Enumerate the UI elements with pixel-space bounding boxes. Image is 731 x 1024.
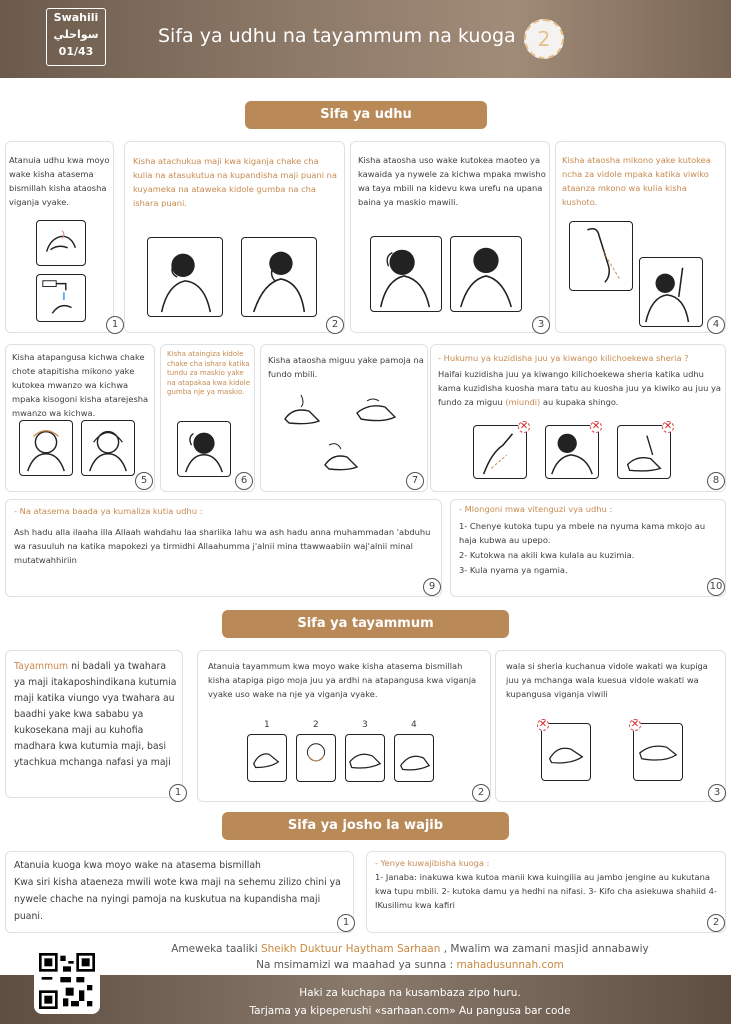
interlace-fingers-illustration [633, 723, 683, 781]
water-to-mouth-illustration [241, 237, 317, 317]
step-label: 4 [411, 720, 417, 730]
header-banner [0, 0, 731, 78]
washing-face-illustration-1 [370, 236, 442, 312]
step-number-badge: 2 [326, 316, 344, 334]
udhu-step-card-4 [555, 141, 726, 333]
forbidden-x-icon: ✕ [591, 421, 601, 432]
udhu-step-card-5 [5, 344, 155, 492]
washing-arm-illustration-2 [639, 257, 703, 327]
qr-code-icon[interactable] [34, 948, 100, 1014]
tayammum-note-text: wala si sheria kuchanua vidole wakati wa kupiga juu ya mchanga wala kuesua vidole wakati wa kupangusa viganja viwili [506, 661, 708, 699]
translation-text: Tarjama ya kipeperushi «sarhaan.com» Au pangusa bar code [249, 1005, 571, 1017]
udhu-step-card-10 [450, 499, 726, 597]
qr-code-graphic [39, 953, 95, 1009]
nullifier-item: 1- Chenye kutoka tupu ya mbele na nyuma kama mkojo au haja kubwa au upepo. [459, 521, 706, 545]
step-number-badge: 1 [106, 316, 124, 334]
hands-washing-illustration [36, 220, 86, 266]
page-title: Sifa ya udhu na tayammum na kuoga [158, 25, 516, 47]
udhu-step-card-3 [350, 141, 550, 333]
wipe-hand-illustration-1 [345, 734, 385, 782]
excess-washing-illustration-3 [617, 425, 671, 479]
forbidden-x-icon: ✕ [630, 719, 640, 730]
washing-arm-illustration [569, 221, 633, 291]
forbidden-x-icon: ✕ [663, 421, 673, 432]
spread-fingers-illustration [541, 723, 591, 781]
josho-text-line: Atanuia kuoga kwa moyo wake na atasema bismillah [14, 860, 261, 871]
udhu-step-text: Atanuia udhu kwa moyo wake kisha atasema bismillah kisha ataosha viganja vyake. [9, 155, 110, 207]
josho-heading: - Yenye kuwajibisha kuoga : [375, 858, 490, 868]
tayammum-card-3 [495, 650, 726, 802]
wiping-head-illustration-2 [81, 420, 135, 476]
step-number-badge: 1 [337, 914, 355, 932]
excess-washing-illustration-2 [545, 425, 599, 479]
udhu-step-text: Haifai kuzidisha juu ya kiwango kilichoekewa sheria katika udhu kama kuzidisha kuosha mara tatu au kuosha juu ya kiwiko au juu ya fundo za miguu (miundi) au kupaka shingo. [438, 369, 721, 407]
step-number-badge: 2 [472, 784, 490, 802]
udhu-step-card-1 [5, 141, 119, 333]
step-number-badge: 3 [708, 784, 726, 802]
step-number-badge: 9 [423, 578, 441, 596]
nullifier-item: 3- Kula nyama ya ngamia. [459, 565, 568, 575]
tayammum-steps-text: Atanuia tayammum kwa moyo wake kisha atasema bismillah kisha atapiga pigo moja juu ya ardhi na atapangusa kwa viganja vyake uso wake na nje ya viganja vyake. [208, 661, 477, 699]
udhu-step-card-9 [5, 499, 442, 597]
udhu-step-card-7 [260, 344, 428, 492]
section-title-josho: Sifa ya josho la wajib [222, 812, 509, 840]
wiping-head-illustration-1 [19, 420, 73, 476]
forbidden-x-icon: ✕ [538, 719, 548, 730]
udhu-step-text: Kisha ataingiza kidole chake cha ishara katika tundu za maskio yake na atapakaa kwa kidole gumba nje ya maskio. [167, 350, 251, 396]
wiping-ears-illustration [177, 421, 231, 477]
udhu-step-text: Kisha ataosha mikono yake kutokea ncha za vidole mpaka katika viwiko ataanza mkono wa kulia kisha kushoto. [562, 155, 711, 207]
josho-text-line: Kwa siri kisha ataeneza mwili wote kwa maji na sehemu zilizo chini ya nywele chache na nyingi pamoja na kuskutua na kupandisha maji puani. [14, 877, 341, 922]
dua-text: Ash hadu alla ilaaha illa Allaah wahdahu laa shariika lahu wa ash hadu anna muhammadan 'abduhu wa rasuuluh na katika mapokezi ya tirmidhi Allaahumma j'alnii mina ttawwaabiin waj'alnii minal mutatwahhiriin [14, 527, 431, 565]
step-number-badge: 6 [235, 472, 253, 490]
supervisor-line: Na msimamizi wa maahad ya sunna : mahadusunnah.com [256, 959, 564, 971]
wipe-hand-illustration-2 [394, 734, 434, 782]
page-index: 01/43 [58, 45, 94, 58]
udhu-step-card-6 [160, 344, 255, 492]
washing-feet-illustration-1 [279, 389, 325, 431]
udhu-step-text: Kisha atapangusa kichwa chake chote atapitisha mikono yake kutokea mwanzo wa kichwa mpaka kisogoni kisha atarejesha mwanzo wa kichwa. [12, 352, 149, 418]
strike-earth-illustration [247, 734, 287, 782]
josho-card-2 [366, 851, 726, 933]
forbidden-x-icon: ✕ [519, 421, 529, 432]
udhu-step-text: Kisha atachukua maji kwa kiganja chake cha kulia na atasukutua na kupandisha maji puani na kuyameka na ataweka kidole gumba na cha ishara puani. [133, 156, 338, 208]
udhu-step-heading: - Hukumu ya kuzidisha juu ya kiwango kilichoekewa sheria ? [438, 353, 689, 363]
tayammum-card-1 [5, 650, 183, 798]
udhu-step-text: Kisha ataosha uso wake kutokea maoteo ya kawaida ya nywele za kichwa mpaka mwisho wa taya mbili na kidevu kwa urefu na upana baina ya maskio mawili. [358, 155, 546, 207]
step-label: 3 [362, 720, 368, 730]
udhu-step-card-8 [430, 344, 726, 492]
page-number-badge: 2 [524, 19, 564, 59]
step-number-badge: 8 [707, 472, 725, 490]
washing-feet-illustration-2 [353, 389, 399, 431]
udhu-step-card-2 [124, 141, 345, 333]
tayammum-definition: Tayammum ni badali ya twahara ya maji itakaposhindikana kutumia maji katika viungo vya twahara au baadhi yake kwa sababu ya kukosekana maji au kuhofia madhara kwa kutumia maji, basi ytachkua mchanga nafasi ya maji [14, 661, 177, 768]
josho-conditions: 1- Janaba: inakuwa kwa kutoa manii kwa kuingilia au jambo jengine au kukutana kwa tupu mbili. 2- kutoka damu ya hedhi na nifasi. 3- Kifo cha asiekuwa shahiid 4- IKusilimu kwa kafiri [375, 872, 717, 910]
section-title-udhu: Sifa ya udhu [245, 101, 487, 129]
highlighted-term: Tayammum [14, 661, 69, 672]
step-number-badge: 3 [532, 316, 550, 334]
step-number-badge: 1 [169, 784, 187, 802]
rinsing-nose-illustration [147, 237, 223, 317]
tap-water-illustration [36, 274, 86, 322]
dua-heading: - Na atasema baada ya kumaliza kutia udhu : [14, 506, 203, 516]
section-title-tayammum: Sifa ya tayammum [222, 610, 509, 638]
nullifiers-heading: - Mlongoni mwa vitenguzi vya udhu : [459, 504, 613, 514]
excess-washing-illustration-1 [473, 425, 527, 479]
josho-card-1 [5, 851, 354, 933]
step-label: 2 [313, 720, 319, 730]
step-number-badge: 4 [707, 316, 725, 334]
wipe-face-illustration [296, 734, 336, 782]
udhu-step-text: Kisha ataosha miguu yake pamoja na fundo mbili. [268, 355, 424, 379]
author-name: Sheikh Duktuur Haytham Sarhaan [260, 943, 441, 955]
washing-feet-illustration-3 [319, 437, 361, 477]
highlighted-term: (miundi) [505, 397, 541, 407]
footer-band [0, 975, 731, 1024]
credit-line: Ameweka taaliki Sheikh Duktuur Haytham Sarhaan , Mwalim wa zamani masjid annabawiy [171, 943, 649, 955]
nullifier-item: 2- Kutokwa na akili kwa kulala au kuzimia. [459, 550, 635, 560]
step-number-badge: 5 [135, 472, 153, 490]
washing-face-illustration-2 [450, 236, 522, 312]
tayammum-card-2 [197, 650, 491, 802]
step-number-badge: 2 [707, 914, 725, 932]
step-number-badge: 7 [406, 472, 424, 490]
step-label: 1 [264, 720, 270, 730]
language-badge [46, 8, 106, 66]
language-label: Swahili [53, 11, 99, 24]
rights-text: Haki za kuchapa na kusambaza zipo huru. [299, 987, 521, 999]
language-arabic-label: سواحلي [53, 28, 99, 41]
website-link[interactable]: mahadusunnah.com [456, 959, 564, 971]
step-number-badge: 10 [707, 578, 725, 596]
